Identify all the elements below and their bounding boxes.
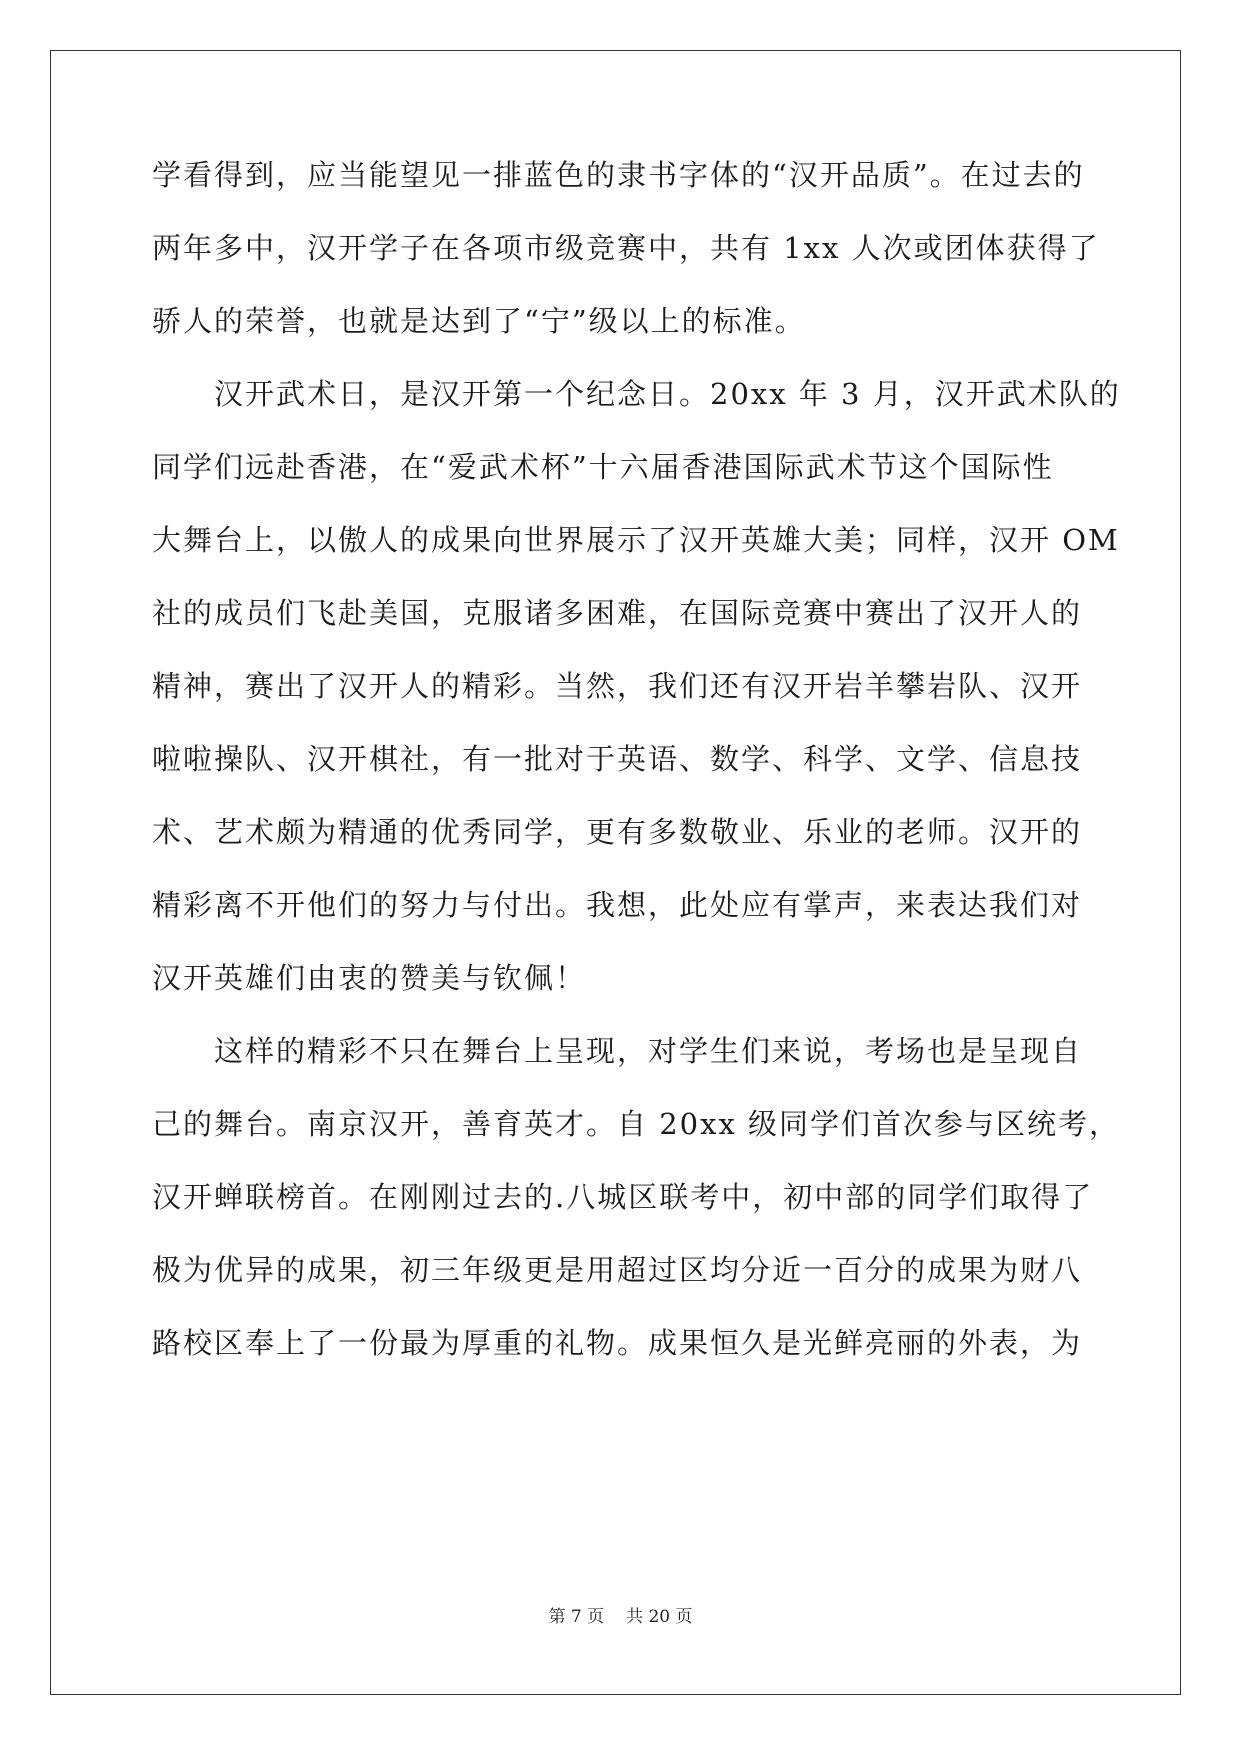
page-number: 第 7 页 xyxy=(548,1607,605,1627)
text-line: 啦啦操队、汉开棋社，有一批对于英语、数学、科学、文学、信息技 xyxy=(152,742,1083,776)
text-line: 精神，赛出了汉开人的精彩。当然，我们还有汉开岩羊攀岩队、汉开 xyxy=(152,669,1083,703)
text-line: 汉开英雄们由衷的赞美与钦佩！ xyxy=(152,961,587,995)
text-line: 两年多中，汉开学子在各项市级竞赛中，共有 1xx 人次或团体获得了 xyxy=(152,231,1100,265)
text-line: 精彩离不开他们的努力与付出。我想，此处应有掌声，来表达我们对 xyxy=(152,888,1083,922)
text-line: 汉开武术日，是汉开第一个纪念日。20xx 年 3 月，汉开武术队的 xyxy=(152,377,1121,411)
text-line: 同学们远赴香港，在“爱武术杯”十六届香港国际武术节这个国际性 xyxy=(152,450,1054,484)
text-line: 路校区奉上了一份最为厚重的礼物。成果恒久是光鲜亮丽的外表，为 xyxy=(152,1326,1083,1360)
text-line: 己的舞台。南京汉开，善育英才。自 20xx 级同学们首次参与区统考， xyxy=(152,1107,1121,1141)
text-line: 学看得到，应当能望见一排蓝色的隶书字体的“汉开品质”。在过去的 xyxy=(152,158,1085,192)
text-line: 骄人的荣誉，也就是达到了“宁”级以上的标准。 xyxy=(152,304,806,338)
text-line: 大舞台上，以傲人的成果向世界展示了汉开英雄大美；同样，汉开 OM xyxy=(152,523,1120,557)
page-total: 共 20 页 xyxy=(626,1607,693,1627)
text-line: 极为优异的成果，初三年级更是用超过区均分近一百分的成果为财八 xyxy=(152,1253,1083,1287)
text-line: 术、艺术颇为精通的优秀同学，更有多数敬业、乐业的老师。汉开的 xyxy=(152,815,1083,849)
text-line: 这样的精彩不只在舞台上呈现，对学生们来说，考场也是呈现自 xyxy=(152,1034,1083,1068)
page-footer xyxy=(0,1605,1241,1629)
text-line: 社的成员们飞赴美国，克服诸多困难，在国际竞赛中赛出了汉开人的 xyxy=(152,596,1083,630)
page-border xyxy=(50,50,1181,1695)
text-line: 汉开蝉联榜首。在刚刚过去的.八城区联考中，初中部的同学们取得了 xyxy=(152,1180,1094,1214)
